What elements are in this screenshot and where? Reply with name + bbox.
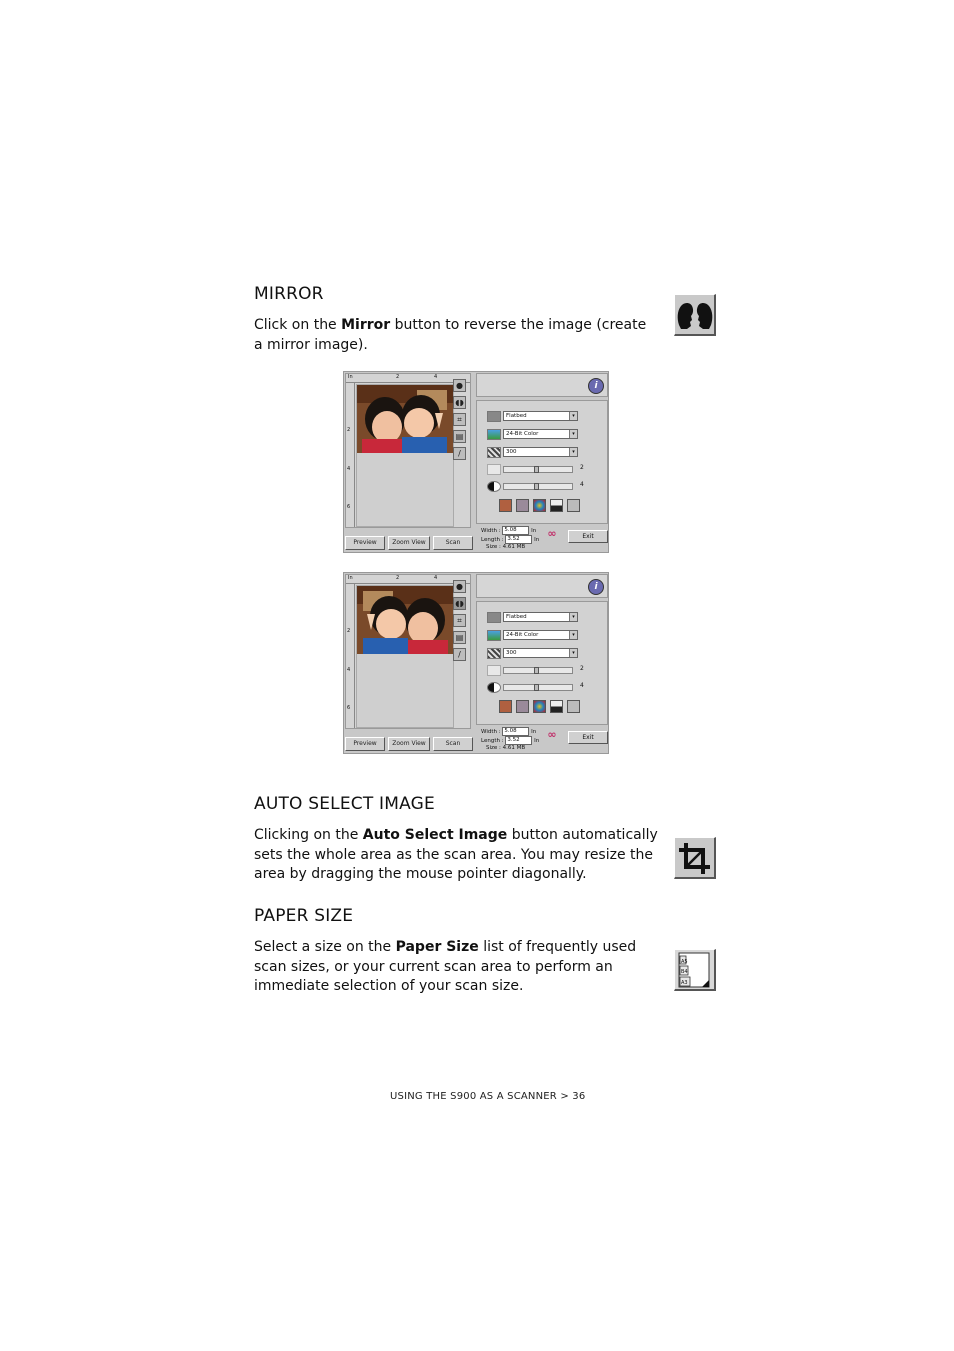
color-mode-icon bbox=[487, 630, 501, 641]
exit-button[interactable]: Exit bbox=[568, 530, 608, 543]
ruler-left: 2 4 6 bbox=[346, 583, 355, 728]
ruler-top: In 2 4 bbox=[346, 374, 470, 383]
color-mode-icon bbox=[487, 429, 501, 440]
info-icon[interactable]: i bbox=[588, 378, 604, 394]
auto-select-tool-icon[interactable]: ● bbox=[453, 379, 466, 392]
settings-panel bbox=[476, 601, 608, 725]
tool-column bbox=[453, 379, 469, 464]
resolution-select[interactable]: 300 ▾ bbox=[503, 447, 578, 457]
ruler-top: In 2 4 bbox=[346, 575, 470, 584]
contrast-value: 4 bbox=[580, 682, 584, 689]
scanner-window-original bbox=[343, 371, 609, 553]
width-unit: In bbox=[531, 729, 537, 735]
brightness-value: 2 bbox=[580, 464, 584, 471]
page-footer: USING THE S900 AS A SCANNER > 36 bbox=[390, 1091, 586, 1102]
info-bar bbox=[476, 373, 608, 397]
width-unit: In bbox=[531, 528, 537, 534]
auto-select-tool-icon[interactable]: ● bbox=[453, 580, 466, 593]
pencil-adjust-icon[interactable] bbox=[516, 499, 529, 512]
length-label: Length : bbox=[481, 537, 504, 543]
adjust-buttons-row bbox=[487, 499, 607, 511]
color-wheel-icon[interactable] bbox=[533, 499, 546, 512]
preview-photo bbox=[357, 385, 453, 453]
paper-size-icon bbox=[674, 949, 716, 991]
scanner-icon bbox=[487, 612, 501, 623]
resolution-icon bbox=[487, 648, 501, 659]
svg-text:A3: A3 bbox=[681, 980, 688, 986]
contrast-slider[interactable] bbox=[503, 684, 573, 691]
source-select[interactable]: Flatbed ▾ bbox=[503, 411, 578, 421]
bottom-buttons bbox=[345, 536, 475, 550]
bottom-buttons bbox=[345, 737, 475, 751]
zoom-view-button[interactable]: Zoom View bbox=[388, 737, 430, 751]
contrast-icon bbox=[487, 481, 501, 492]
contrast-value: 4 bbox=[580, 481, 584, 488]
brightness-icon bbox=[487, 464, 501, 475]
crop-tool-icon[interactable]: ⌗ bbox=[453, 413, 466, 426]
auto-select-paragraph: Clicking on the Auto Select Image button automatically sets the whole area as the scan area. You may resize the area by dragging the mouse pointer diagonally. bbox=[254, 827, 658, 882]
crop-tool-icon[interactable]: ⌗ bbox=[453, 614, 466, 627]
pen-tool-icon[interactable]: / bbox=[453, 447, 466, 460]
mode-select[interactable]: 24-Bit Color ▾ bbox=[503, 630, 578, 640]
tool-column bbox=[453, 580, 469, 665]
mirror-tool-icon[interactable]: ◖◗ bbox=[453, 396, 466, 409]
size-value: 4.61 bbox=[502, 745, 515, 751]
mirror-tool-icon-pressed[interactable]: ◖◗ bbox=[453, 597, 466, 610]
face-adjust-icon[interactable] bbox=[499, 700, 512, 713]
resolution-icon bbox=[487, 447, 501, 458]
preview-button[interactable]: Preview bbox=[345, 737, 385, 751]
svg-text:A5: A5 bbox=[681, 959, 688, 965]
length-unit: In bbox=[534, 738, 540, 744]
crop-icon bbox=[674, 837, 716, 879]
paper-size-heading: PAPER SIZE bbox=[254, 906, 354, 926]
pen-tool-icon[interactable]: / bbox=[453, 648, 466, 661]
brightness-slider[interactable] bbox=[503, 667, 573, 674]
width-label: Width : bbox=[481, 729, 501, 735]
save-settings-icon[interactable] bbox=[567, 700, 580, 713]
width-field[interactable]: 5.08 bbox=[502, 526, 529, 535]
mirror-heading: MIRROR bbox=[254, 284, 324, 304]
size-value: 4.61 bbox=[502, 544, 515, 550]
size-unit: MB bbox=[516, 745, 526, 751]
size-unit: MB bbox=[516, 544, 526, 550]
link-icon[interactable]: ∞ bbox=[544, 527, 560, 541]
mirror-heads-icon bbox=[674, 294, 716, 336]
scan-button[interactable]: Scan bbox=[433, 536, 473, 550]
preview-area[interactable] bbox=[356, 585, 454, 728]
width-field[interactable]: 5.08 bbox=[502, 727, 529, 736]
resolution-select[interactable]: 300 ▾ bbox=[503, 648, 578, 658]
paper-size-paragraph: Select a size on the Paper Size list of frequently used scan sizes, or your current scan area to perform an immediate selection of your scan size. bbox=[254, 939, 637, 994]
svg-text:B4: B4 bbox=[681, 969, 688, 975]
pencil-adjust-icon[interactable] bbox=[516, 700, 529, 713]
scanner-icon bbox=[487, 411, 501, 422]
scan-button[interactable]: Scan bbox=[433, 737, 473, 751]
face-adjust-icon[interactable] bbox=[499, 499, 512, 512]
contrast-slider[interactable] bbox=[503, 483, 573, 490]
exit-button[interactable]: Exit bbox=[568, 731, 608, 744]
mirror-paragraph: Click on the Mirror button to reverse the image (create a mirror image). bbox=[254, 317, 647, 353]
info-bar bbox=[476, 574, 608, 598]
preview-photo-mirrored bbox=[357, 586, 453, 654]
paper-size-tool-icon[interactable]: ▤ bbox=[453, 631, 466, 644]
length-unit: In bbox=[534, 537, 540, 543]
brightness-icon bbox=[487, 665, 501, 676]
paper-size-tool-icon[interactable]: ▤ bbox=[453, 430, 466, 443]
histogram-icon[interactable] bbox=[550, 499, 563, 512]
size-label: Size : bbox=[486, 544, 501, 550]
settings-panel bbox=[476, 400, 608, 524]
link-icon[interactable]: ∞ bbox=[544, 728, 560, 742]
adjust-buttons-row bbox=[487, 700, 607, 712]
preview-button[interactable]: Preview bbox=[345, 536, 385, 550]
ruler-left: 2 4 6 bbox=[346, 382, 355, 527]
contrast-icon bbox=[487, 682, 501, 693]
length-field[interactable]: 3.52 bbox=[505, 535, 532, 544]
info-icon[interactable]: i bbox=[588, 579, 604, 595]
auto-select-heading: AUTO SELECT IMAGE bbox=[254, 794, 435, 814]
size-label: Size : bbox=[486, 745, 501, 751]
source-select[interactable]: Flatbed ▾ bbox=[503, 612, 578, 622]
scanner-window-mirrored bbox=[343, 572, 609, 754]
brightness-slider[interactable] bbox=[503, 466, 573, 473]
color-wheel-icon[interactable] bbox=[533, 700, 546, 713]
save-settings-icon[interactable] bbox=[567, 499, 580, 512]
length-field[interactable]: 3.52 bbox=[505, 736, 532, 745]
length-label: Length : bbox=[481, 738, 504, 744]
width-label: Width : bbox=[481, 528, 501, 534]
zoom-view-button[interactable]: Zoom View bbox=[388, 536, 430, 550]
preview-area[interactable] bbox=[356, 384, 454, 527]
brightness-value: 2 bbox=[580, 665, 584, 672]
histogram-icon[interactable] bbox=[550, 700, 563, 713]
mode-select[interactable]: 24-Bit Color ▾ bbox=[503, 429, 578, 439]
